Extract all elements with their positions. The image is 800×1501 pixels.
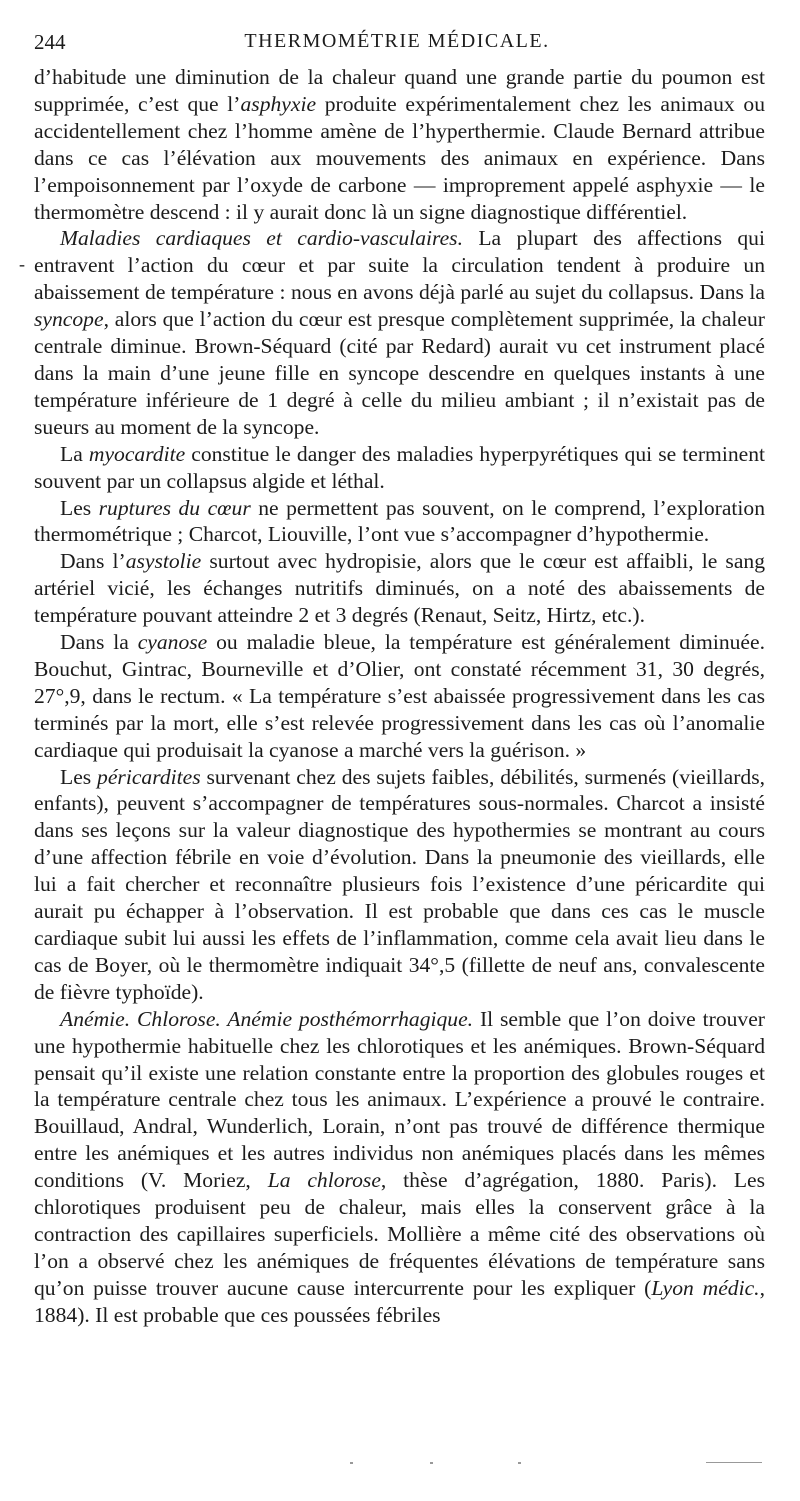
footer-print-specks bbox=[0, 1462, 800, 1468]
italic-text-run: syncope bbox=[34, 307, 104, 332]
running-title: THERMOMÉTRIE MÉDICALE. bbox=[244, 30, 550, 52]
text-run: La plupart des affections qui entravent l’action du cœur et par suite la circulation tendent à produire un abaissement de température : nous en avons déjà parlé au sujet du collapsus. Dans la bbox=[34, 226, 765, 305]
paragraph bbox=[34, 441, 765, 495]
paragraph bbox=[34, 225, 765, 440]
paragraph bbox=[34, 629, 765, 764]
italic-text-run: ruptures du cœur bbox=[98, 495, 251, 520]
paragraph bbox=[34, 1006, 765, 1329]
italic-text-run: La chlorose bbox=[267, 1168, 381, 1193]
text-run: Les bbox=[60, 495, 99, 520]
text-run: Les bbox=[60, 764, 98, 789]
paragraph bbox=[34, 64, 765, 225]
page-header bbox=[34, 30, 760, 56]
paragraph bbox=[34, 495, 765, 549]
text-run: Dans la bbox=[60, 630, 138, 655]
text-run: , thèse d’agrégation, 1880. Paris). Les chlorotiques produisent peu de chaleur, mais elles la conservent grâce à la contraction des capillaires superficiels. Mollière a même cité des observations où l’on a observé chez les anémiques de fréquentes élévations de température sans qu’on puisse trouver aucune cause intercurrente pour les expliquer ( bbox=[34, 1168, 765, 1300]
margin-mark: - bbox=[19, 254, 25, 274]
text-run: , 1884). Il est probable que ces poussées fébriles bbox=[34, 1275, 765, 1327]
text-run: ou maladie bleue, la température est généralement diminuée. Bouchut, Gintrac, Bourneville et d’Olier, ont constaté récemment 31, 30 degrés, 27°,9, dans le rectum. « La température s’est abaissée progressivement dans les cas terminés par la mort, elle s’est relevée progressivement dans les cas où l’anomalie cardiaque qui produisait la cyanose a marché vers la guérison. » bbox=[34, 630, 765, 762]
page-number: 244 bbox=[34, 30, 66, 54]
text-run: constitue le danger des maladies hyperpyrétiques qui se terminent souvent par un collapsus algide et léthal. bbox=[34, 441, 765, 493]
italic-text-run: asystolie bbox=[125, 549, 202, 574]
text-run: d’habitude une diminution de la chaleur quand une grande partie du poumon est supprimée, c’est que l’ bbox=[34, 65, 765, 116]
text-run: La bbox=[60, 441, 89, 466]
italic-text-run: péricardites bbox=[97, 764, 201, 789]
body-text bbox=[34, 64, 765, 1329]
italic-text-run: cyanose bbox=[137, 630, 208, 655]
italic-text-run: Anémie. Chlorose. Anémie posthémorrhagique. bbox=[60, 1006, 474, 1031]
italic-text-run: asphyxie bbox=[240, 91, 317, 116]
text-run: , alors que l’action du cœur est presque complètement supprimée, la chaleur centrale diminue. Brown-Séquard (cité par Redard) aurait vu cet instrument placé dans la main d’une jeune fille en syncope descendre en quelques instants à une température inférieure de 1 degré à celle du milieu ambiant ; il n’existait pas de sueurs au moment de la syncope. bbox=[34, 307, 765, 439]
text-run: survenant chez des sujets faibles, débilités, surmenés (vieillards, enfants), peuvent s’accompagner de températures sous-normales. Charcot a insisté dans ses leçons sur la valeur diagnostique des hypothermies se montrant au cours d’une affection fébrile en voie d’évolution. Dans la pneumonie des vieillards, elle lui a fait chercher et reconnaître plusieurs fois l’existence d’une péricardite qui aurait pu échapper à l’observation. Il est probable que dans ces cas le muscle cardiaque subit lui aussi les effets de l’inflammation, comme cela avait lieu dans le cas de Boyer, où le thermomètre indiquait 34°,5 (fillette de neuf ans, convalescente de fièvre typhoïde). bbox=[34, 764, 765, 1004]
text-run: surtout avec hydropisie, alors que le cœur est affaibli, le sang artériel vicié, les échanges nutritifs diminués, on a noté des abaissements de température pouvant atteindre 2 et 3 degrés (Renaut, Seitz, Hirtz, etc.). bbox=[34, 549, 766, 628]
italic-text-run: Maladies cardiaques et cardio-vasculaires. bbox=[60, 226, 463, 251]
italic-text-run: Lyon médic. bbox=[651, 1275, 760, 1300]
text-run: produite expérimentalement chez les animaux ou accidentellement chez l’homme amène de l’hyperthermie. Claude Bernard attribue dans ce cas l’élévation aux mouvements des animaux en expérience. Dans l’empoisonnement par l’oxyde de carbone — improprement appelé asphyxie — le thermomètre descend : il y aurait donc là un signe diagnostique différentiel. bbox=[34, 91, 765, 224]
italic-text-run: myocardite bbox=[88, 441, 186, 466]
text-run: Il semble que l’on doive trouver une hypothermie habituelle chez les chlorotiques et les anémiques. Brown-Séquard pensait qu’il existe une relation constante entre la proportion des globules rouges et la température centrale chez tous les animaux. L’expérience a prouvé le contraire. Bouillaud, Andral, Wunderlich, Lorain, n’ont pas trouvé de différence thermique entre les anémiques et les autres individus non anémiques placés dans les mêmes conditions (V. Moriez, bbox=[34, 1006, 765, 1193]
paragraph bbox=[34, 764, 765, 1006]
text-run: Dans l’ bbox=[60, 549, 126, 574]
text-run: ne permettent pas souvent, on le comprend, l’exploration thermométrique ; Charcot, Liouville, l’ont vue s’accompagner d’hypothermie. bbox=[34, 495, 766, 547]
paragraph bbox=[34, 548, 765, 629]
